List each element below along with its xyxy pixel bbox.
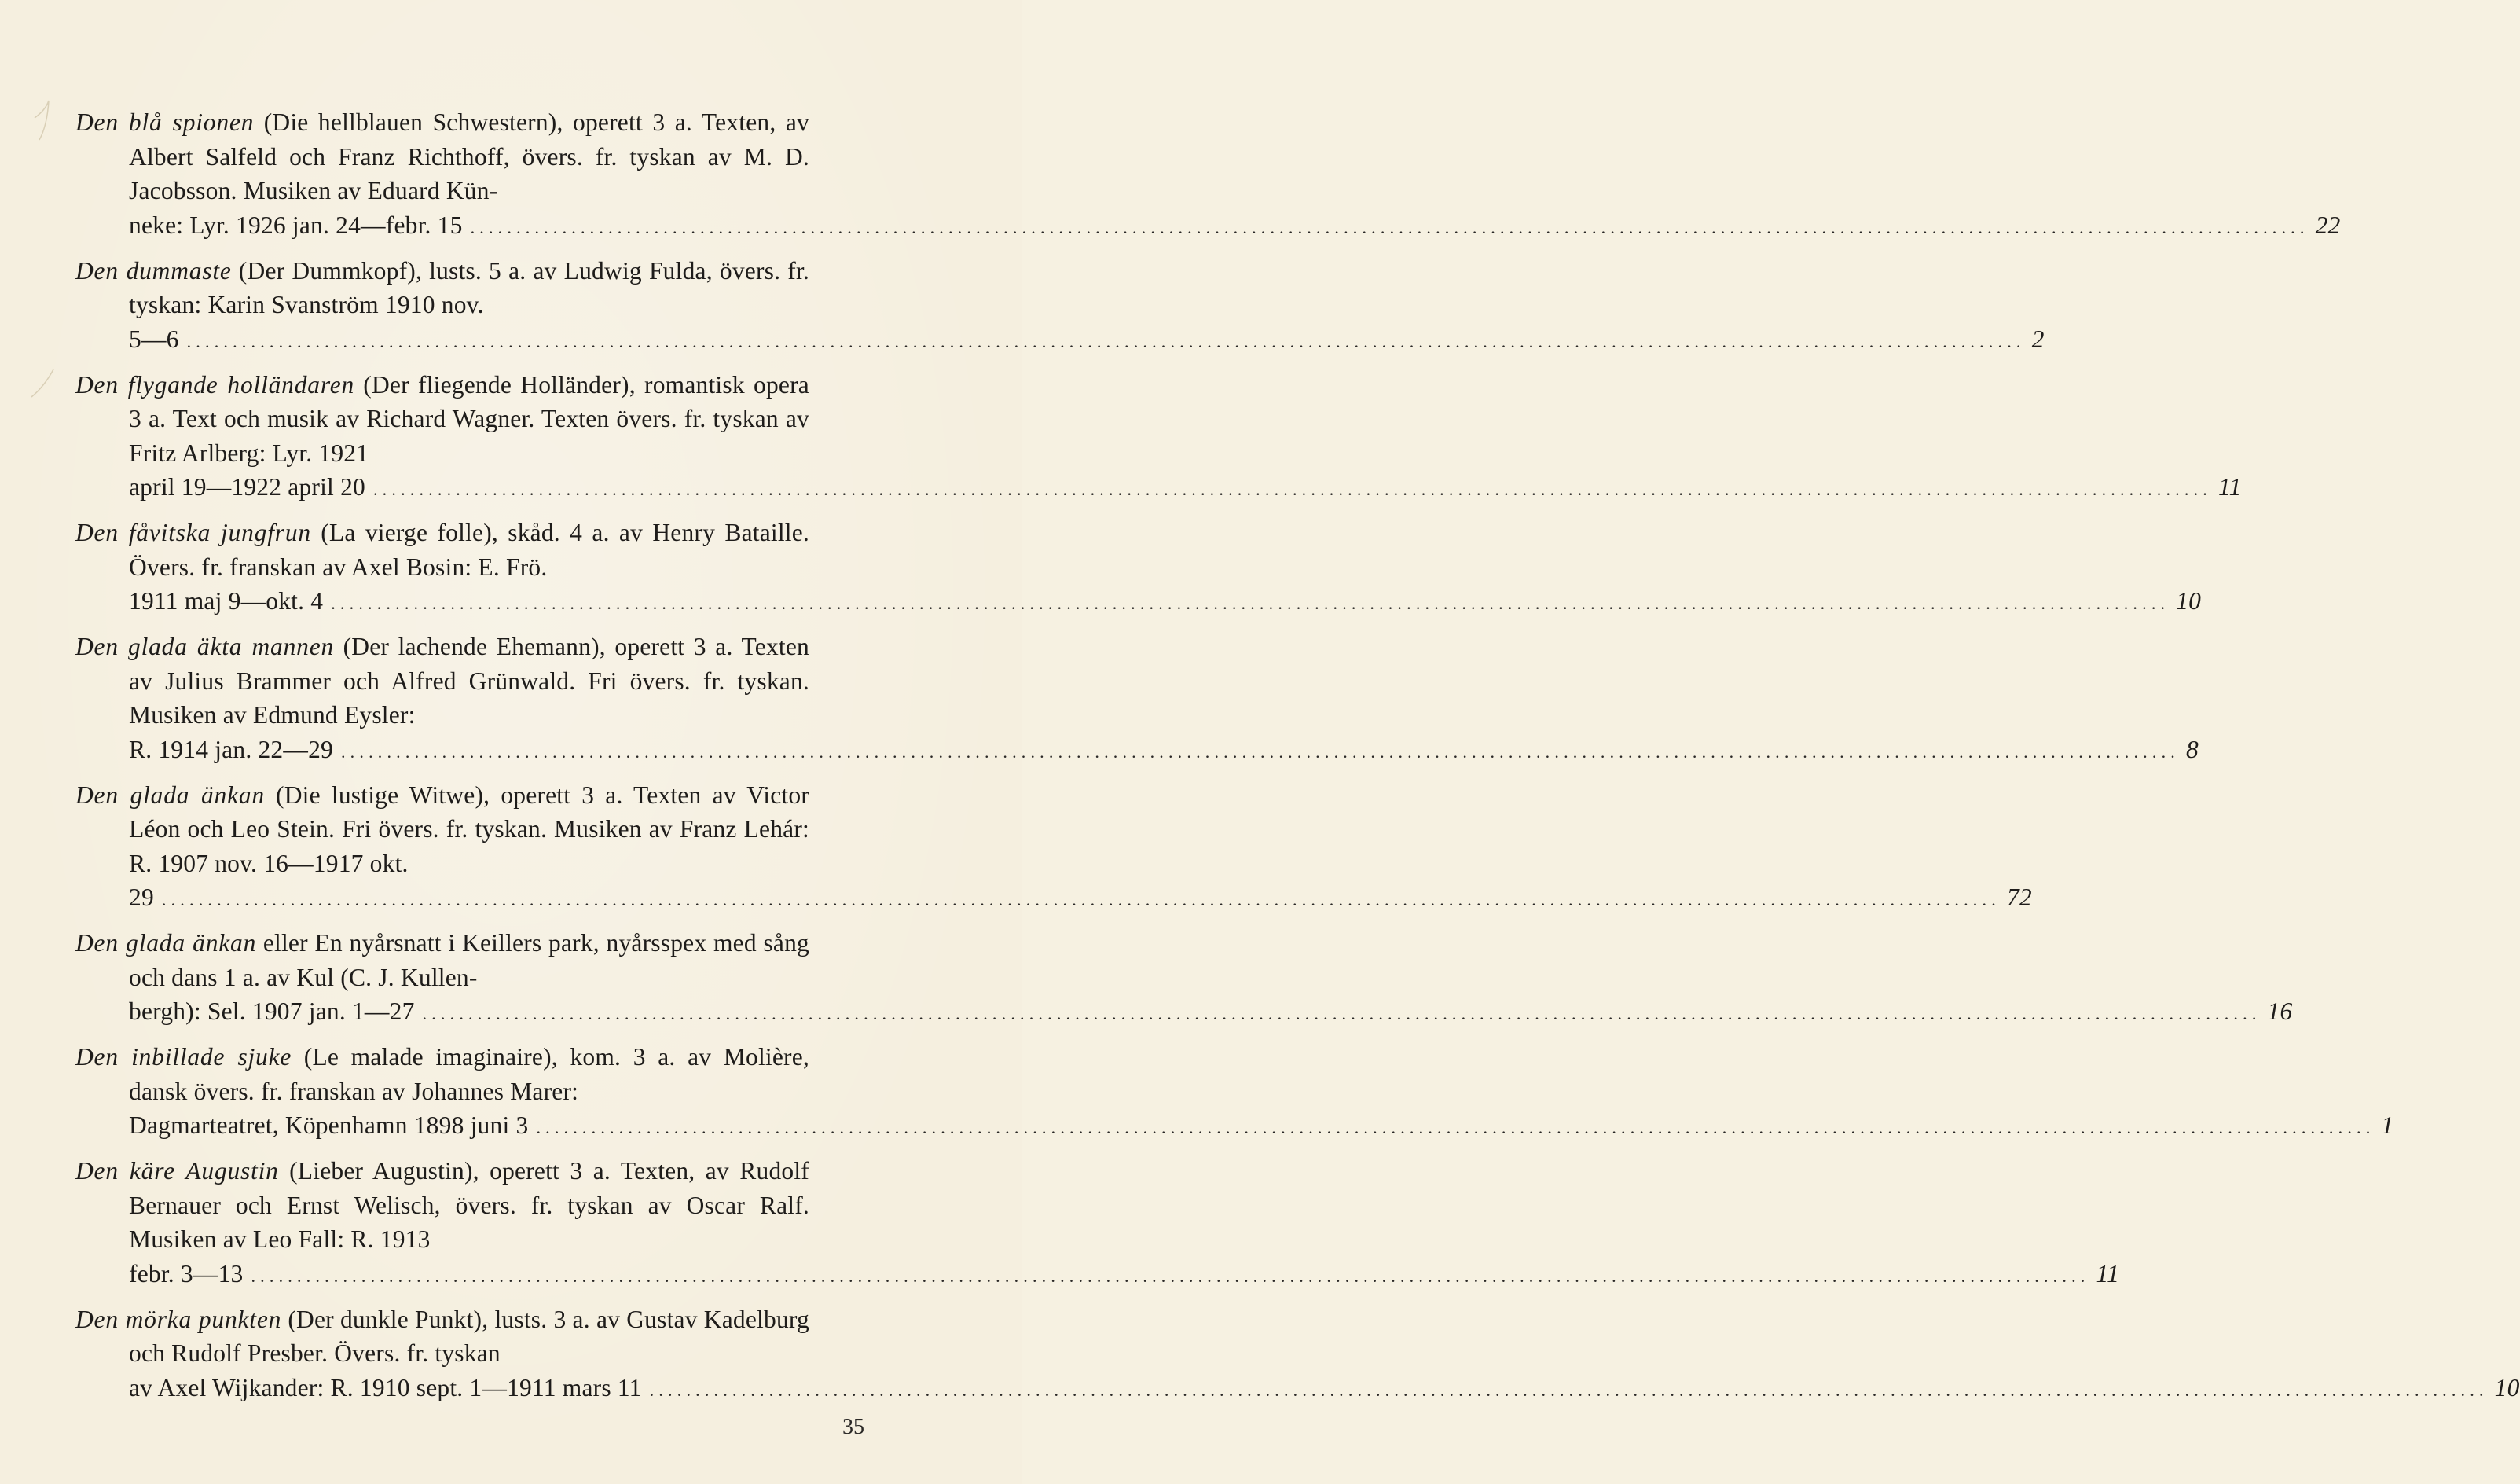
- entry: [75, 778, 2032, 915]
- entry-title: Den flygande holländaren: [75, 370, 355, 399]
- entry-dates: neke: Lyr. 1926 jan. 24—febr. 15: [129, 211, 463, 239]
- entry-title: Den glada äkta mannen: [75, 633, 335, 660]
- entry: [75, 1154, 2120, 1291]
- entry: [75, 926, 2293, 1029]
- entry-title: Den fåvitska jungfrun: [75, 519, 311, 546]
- entry-dates: 5—6: [129, 325, 179, 353]
- dot-leader: ........................................................................................................................................................................................................: [536, 1118, 2375, 1137]
- entry-dates: febr. 3—13: [129, 1259, 244, 1287]
- entry-dates: bergh): Sel. 1907 jan. 1—27: [129, 997, 415, 1025]
- entry-final-line: [129, 1371, 2520, 1405]
- dot-leader: ........................................................................................................................................................................................................: [649, 1379, 2489, 1400]
- entry-description: (La vierge folle), skåd. 4 a. av Henry Bataille. Övers. fr. franskan av Axel Bosin: E. Frö.: [129, 519, 809, 581]
- entry-description: eller En nyårsnatt i Keillers park, nyårsspex med sång och dans 1 a. av Kul (C. J. Kullen-: [129, 929, 810, 991]
- entry-page-ref: 11: [2217, 473, 2242, 501]
- dot-leader: ........................................................................................................................................................................................................: [422, 1004, 2261, 1023]
- page-number: 35: [842, 1415, 864, 1439]
- entry-description: (Lieber Augustin), operett 3 a. Texten, av Rudolf Bernauer och Ernst Welisch, övers. fr. tyskan av Oscar Ralf. Musiken av Leo Fall: R. 1913: [129, 1157, 809, 1253]
- entry-final-line: [129, 994, 2293, 1029]
- entry-page-ref: 1: [2381, 1111, 2394, 1139]
- entry-description: (Le malade imaginaire), kom. 3 a. av Molière, dansk övers. fr. franskan av Johannes Marer:: [129, 1043, 810, 1105]
- entry-final-line: [129, 1257, 2120, 1291]
- dot-leader: ........................................................................................................................................................................................................: [340, 741, 2180, 762]
- entry-dates: 29: [129, 883, 154, 911]
- entry: [75, 105, 2341, 242]
- dot-leader: ........................................................................................................................................................................................................: [331, 593, 2170, 613]
- dot-leader: ........................................................................................................................................................................................................: [372, 479, 2212, 499]
- entry-final-line: [129, 208, 2341, 243]
- entry-dates: av Axel Wijkander: R. 1910 sept. 1—1911 mars 11: [129, 1373, 642, 1401]
- entry-final-line: [129, 880, 2032, 915]
- entry-title: Den dummaste: [75, 256, 232, 285]
- entry: [75, 516, 2202, 619]
- entry-description: (Die hellblauen Schwestern), operett 3 a. Texten, av Albert Salfeld och Franz Richthoff, övers. fr. tyskan av M. D. Jacobsson. Musiken av Eduard Kün-: [129, 108, 809, 204]
- dot-leader: ........................................................................................................................................................................................................: [470, 217, 2309, 237]
- entry-title: Den blå spionen: [75, 108, 255, 136]
- entry-title: Den mörka punkten: [75, 1305, 282, 1333]
- entry-page-ref: 72: [2006, 883, 2032, 911]
- entry-title: Den glada änkan: [75, 781, 265, 809]
- entry: [75, 1302, 2520, 1405]
- entry-page-ref: 10: [2494, 1373, 2520, 1401]
- entry-title: Den käre Augustin: [75, 1157, 279, 1185]
- entry-page-ref: 11: [2096, 1259, 2120, 1287]
- entry-description: (Der lachende Ehemann), operett 3 a. Texten av Julius Brammer och Alfred Grünwald. Fri övers. fr. tyskan. Musiken av Edmund Eysler:: [129, 633, 809, 729]
- dot-leader: ........................................................................................................................................................................................................: [161, 890, 2001, 909]
- entry-description: (Der fliegende Holländer), romantisk opera 3 a. Text och musik av Richard Wagner. Texten övers. fr. tyskan av Fritz Arlberg: Lyr. 1921: [129, 370, 809, 467]
- entry: [75, 630, 2199, 766]
- dot-leader: ........................................................................................................................................................................................................: [186, 331, 2026, 351]
- entry-final-line: [129, 322, 2045, 357]
- entry-page-ref: 10: [2176, 587, 2202, 615]
- entry-title: Den glada änkan: [75, 929, 257, 957]
- entry-page-ref: 22: [2315, 211, 2341, 239]
- entry-description: (Die lustige Witwe), operett 3 a. Texten av Victor Léon och Leo Stein. Fri övers. fr. tyskan. Musiken av Franz Lehár: R. 1907 nov. 16—1917 okt.: [129, 781, 809, 877]
- entry: [75, 1040, 2394, 1143]
- entry-title: Den inbillade sjuke: [75, 1043, 292, 1071]
- entry-dates: 1911 maj 9—okt. 4: [129, 587, 324, 615]
- entry-list: [75, 105, 2520, 1416]
- dot-leader: ........................................................................................................................................................................................................: [251, 1265, 2090, 1286]
- entry-final-line: [129, 733, 2199, 767]
- entry-dates: Dagmarteatret, Köpenhamn 1898 juni 3: [129, 1111, 529, 1139]
- entry-page-ref: 16: [2267, 997, 2293, 1025]
- entry: [75, 254, 2045, 357]
- entry-final-line: [129, 470, 2242, 505]
- entry-page-ref: 8: [2185, 735, 2199, 763]
- entry-description: (Der dunkle Punkt), lusts. 3 a. av Gustav Kadelburg och Rudolf Presber. Övers. fr. tyskan: [129, 1305, 809, 1367]
- entry-page-ref: 2: [2031, 325, 2045, 353]
- entry: [75, 368, 2242, 505]
- entry-description: (Der Dummkopf), lusts. 5 a. av Ludwig Fulda, övers. fr. tyskan: Karin Svanström 1910 nov.: [129, 256, 809, 318]
- entry-final-line: [129, 1108, 2394, 1143]
- entry-dates: R. 1914 jan. 22—29: [129, 735, 333, 763]
- entry-dates: april 19—1922 april 20: [129, 473, 365, 501]
- entry-final-line: [129, 584, 2202, 619]
